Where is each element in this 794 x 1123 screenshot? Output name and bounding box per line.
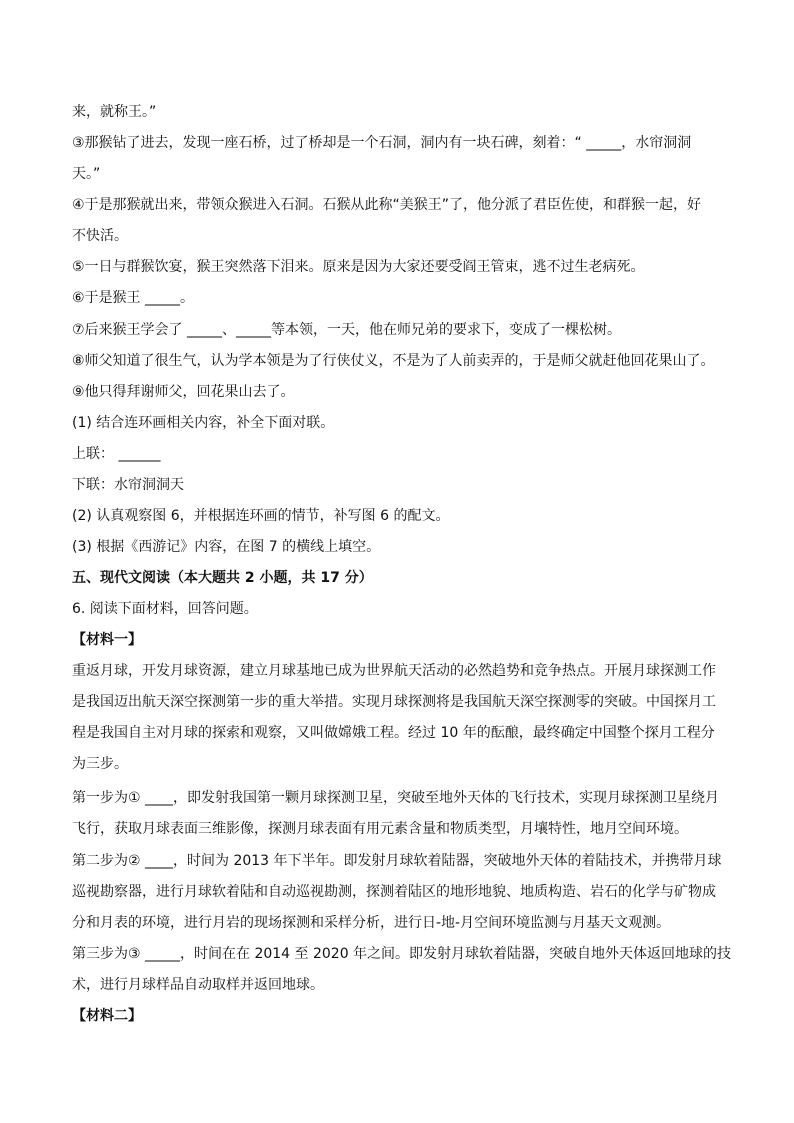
question-line: (3) 根据《西游记》内容，在图 7 的横线上填空。 (72, 539, 381, 555)
text-line: ⑤一日与群猴饮宴，猴王突然落下泪来。原来是因为大家还要受阎王管束，逃不过生老病死。 (72, 259, 645, 275)
text-line: ⑧师父知道了很生气，认为学本领是为了行侠仗义，不是为了人前卖弄的，于是师父就赶他回花果山了。 (72, 353, 715, 369)
material-heading: 【材料二】 (72, 1008, 142, 1024)
text-line: 为三步。 (72, 756, 128, 772)
text-line: 第三步为③ _____，时间在在 2014 至 2020 年之间。即发射月球软着陆器，突破自地外天体返回地球的技 (72, 946, 732, 962)
couplet-upper: 上联： ______ (72, 446, 161, 462)
text-line: 天。” (72, 166, 101, 182)
text-line: 飞行，获取月球表面三维影像，探测月球表面有用元素含量和物质类型，月壤特性，地月空间环境。 (72, 821, 688, 837)
text-line: 是我国迈出航天深空探测第一步的重大举措。实现月球探测将是我国航天深空探测零的突破。中国探月工 (72, 694, 716, 710)
text-line: 来，就称王。” (72, 104, 157, 120)
text-line: 程是我国自主对月球的探索和观察，又叫做嫦娥工程。经过 10 年的酝酿，最终确定中国整个探月工程分 (72, 725, 715, 741)
text-line: ⑦后来猴王学会了 _____、_____等本领，一天，他在师兄弟的要求下，变成了一棵松树。 (72, 322, 621, 338)
question-title: 6. 阅读下面材料，回答问题。 (72, 601, 258, 617)
couplet-lower: 下联：水帘洞洞天 (72, 477, 184, 493)
text-line: 第一步为① ____，即发射我国第一颗月球探测卫星，突破至地外天体的飞行技术，实现月球探测卫星绕月 (72, 790, 719, 806)
section-heading: 五、现代文阅读（本大题共 2 小题，共 17 分） (72, 570, 373, 586)
text-line: ③那猴钻了进去，发现一座石桥，过了桥却是一个石洞，洞内有一块石碑，刻着：“ _____，水帘洞洞 (72, 135, 692, 151)
material-heading: 【材料一】 (72, 632, 142, 648)
question-line: (2) 认真观察图 6，并根据连环画的情节，补写图 6 的配文。 (72, 508, 450, 524)
text-line: 术，进行月球样品自动取样并返回地球。 (72, 977, 324, 993)
text-line: 第二步为② ____，时间为 2013 年下半年。即发射月球软着陆器，突破地外天体的着陆技术，并携带月球 (72, 853, 722, 869)
text-line: 重返月球，开发月球资源，建立月球基地已成为世界航天活动的必然趋势和竞争热点。开展月球探测工作 (72, 663, 716, 679)
text-line: 不快活。 (72, 228, 128, 244)
text-line: 巡视勘察器，进行月球软着陆和自动巡视勘测，探测着陆区的地形地貌、地质构造、岩石的化学与矿物成 (72, 884, 716, 900)
text-line: ⑨他只得拜谢师父，回花果山去了。 (72, 384, 295, 400)
question-line: (1) 结合连环画相关内容，补全下面对联。 (72, 415, 335, 431)
text-line: ⑥于是猴王 _____。 (72, 290, 195, 306)
text-line: 分和月表的环境，进行月岩的现场探测和采样分析，进行日-地-月空间环境监测与月基天文观测。 (72, 915, 671, 931)
text-line: ④于是那猴就出来，带领众猴进入石洞。石猴从此称“美猴王”了，他分派了君臣佐使，和群猴一起，好 (72, 197, 702, 213)
